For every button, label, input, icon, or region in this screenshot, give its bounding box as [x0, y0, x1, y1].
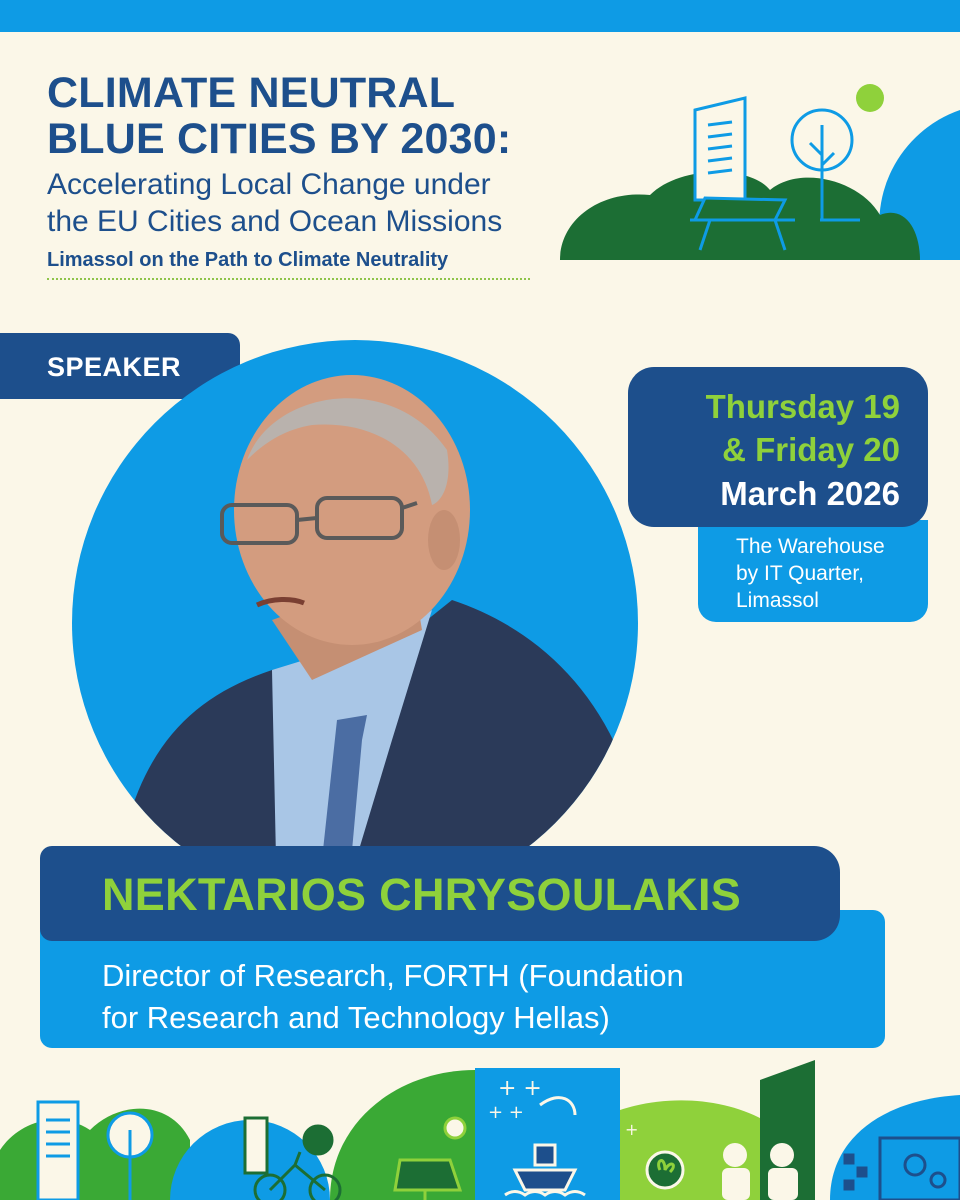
- svg-text:+ +: + +: [498, 1076, 542, 1101]
- svg-text:+ +: + +: [488, 1102, 524, 1123]
- speaker-name: NEKTARIOS CHRYSOULAKIS: [102, 869, 742, 920]
- venue-line-3: Limassol: [736, 589, 819, 612]
- dotted-divider: [47, 278, 530, 280]
- tagline: Limassol on the Path to Climate Neutrality: [47, 249, 449, 271]
- bottom-icon-strip: [0, 1060, 960, 1200]
- subtitle-line-1: Accelerating Local Change under: [47, 168, 491, 201]
- title-line-2: BLUE CITIES BY 2030:: [47, 115, 512, 163]
- title-line-1: CLIMATE NEUTRAL: [47, 69, 456, 117]
- ear: [428, 510, 460, 570]
- date-line-3: March 2026: [720, 475, 900, 512]
- city-park-illustration: [560, 70, 960, 260]
- svg-text:+: +: [625, 1120, 639, 1139]
- speaker-name-box: [40, 846, 840, 941]
- event-venue-box: [698, 520, 928, 622]
- event-title-block: [47, 70, 547, 280]
- role-line-1: Director of Research, FORTH (Foundation: [102, 958, 684, 993]
- speaker-portrait-illustration: [72, 340, 638, 906]
- event-date-box: [628, 367, 928, 527]
- speaker-photo: [72, 340, 638, 906]
- venue-line-1: The Warehouse: [736, 535, 885, 558]
- building-icon: [695, 98, 745, 200]
- date-line-2: & Friday 20: [722, 431, 900, 468]
- role-line-2: for Research and Technology Hellas): [102, 1000, 610, 1035]
- venue-line-2: by IT Quarter,: [736, 562, 864, 585]
- sun-dot-icon: [856, 84, 884, 112]
- subtitle-line-2: the EU Cities and Ocean Missions: [47, 205, 503, 238]
- speaker-label: SPEAKER: [47, 352, 182, 382]
- top-banner-bar: [0, 0, 960, 32]
- date-line-1: Thursday 19: [705, 388, 900, 425]
